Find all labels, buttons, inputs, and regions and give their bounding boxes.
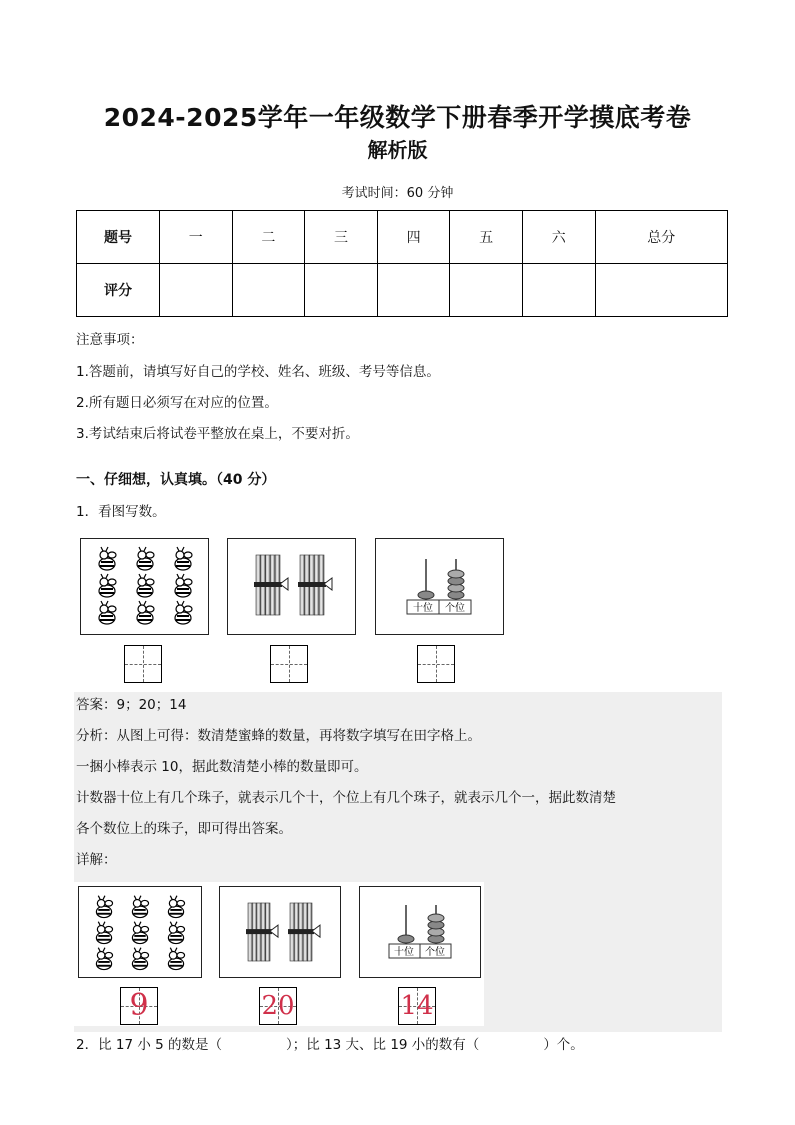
- abacus-tens-label: 十位: [413, 603, 433, 614]
- answer-grid-box[interactable]: [124, 645, 162, 683]
- table-cell: 五: [450, 211, 523, 264]
- bee: [99, 547, 116, 570]
- score-input-cell[interactable]: [595, 264, 727, 317]
- abacus-picture: [375, 538, 504, 635]
- bee: [137, 601, 154, 624]
- table-cell: 评分: [77, 264, 160, 317]
- abacus-icon: [376, 539, 503, 634]
- bee: [137, 547, 154, 570]
- table-row: [77, 211, 728, 264]
- note-item: 1.答题前，请填写好自己的学校、姓名、班级、考号等信息。: [76, 364, 440, 380]
- detail-label: 详解：: [76, 852, 117, 868]
- answer-grid-box[interactable]: [417, 645, 455, 683]
- table-cell: 三: [305, 211, 378, 264]
- bee: [137, 574, 154, 597]
- bee: [96, 922, 112, 944]
- filled-answer-box: [120, 987, 158, 1025]
- bee: [99, 574, 116, 597]
- q2-part3: ）个。: [543, 1037, 584, 1053]
- answer-text: 答案：9；20；14: [76, 697, 187, 713]
- bee: [175, 547, 192, 570]
- analysis-line: 一捆小棒表示 10，据此数清楚小棒的数量即可。: [76, 759, 368, 775]
- bee: [168, 896, 184, 918]
- bee: [168, 922, 184, 944]
- bee: [175, 601, 192, 624]
- score-input-cell[interactable]: [377, 264, 450, 317]
- q2-part2: ）；比 13 大、比 19 小的数有（: [286, 1037, 480, 1053]
- bee-picture: [80, 538, 209, 635]
- notes-heading: 注意事项：: [76, 332, 144, 348]
- note-item: 3.考试结束后将试卷平整放在桌上，不要对折。: [76, 426, 359, 442]
- note-item: 2.所有题日必须写在对应的位置。: [76, 395, 278, 411]
- score-input-cell[interactable]: [522, 264, 595, 317]
- bee: [132, 896, 148, 918]
- bee: [96, 948, 112, 970]
- stick-picture: [227, 538, 356, 635]
- bee: [168, 948, 184, 970]
- q2-part1: 2．比 17 小 5 的数是（: [76, 1037, 223, 1053]
- bee-icon: [79, 887, 201, 977]
- abacus-ones-label: 个位: [425, 947, 445, 958]
- stick-bundle: [246, 903, 278, 961]
- bee: [99, 601, 116, 624]
- abacus-icon: [360, 887, 480, 977]
- abacus-tens-label: 十位: [394, 947, 414, 958]
- analysis-line: 分析：从图上可得：数清楚蜜蜂的数量，再将数字填写在田字格上。: [76, 728, 481, 744]
- filled-answer: 9: [129, 988, 149, 1023]
- filled-answer-box: [259, 987, 297, 1025]
- score-input-cell[interactable]: [305, 264, 378, 317]
- stick-bundle: [288, 903, 320, 961]
- question-2: [76, 1035, 584, 1055]
- stick-bundle-icon: [220, 887, 340, 977]
- analysis-line: 各个数位上的珠子，即可得出答案。: [76, 821, 292, 837]
- abacus-picture: [359, 886, 481, 978]
- table-cell: 题号: [77, 211, 160, 264]
- bee: [132, 922, 148, 944]
- stick-bundle: [298, 555, 332, 615]
- bee-icon: [81, 539, 208, 634]
- table-cell: 二: [232, 211, 305, 264]
- bee: [132, 948, 148, 970]
- answer-grid-box[interactable]: [270, 645, 308, 683]
- bee: [96, 896, 112, 918]
- bee: [175, 574, 192, 597]
- exam-time: 考试时间：60 分钟: [341, 186, 454, 201]
- table-cell: 四: [377, 211, 450, 264]
- page-title: 2024-2025学年一年级数学下册春季开学摸底考卷: [103, 103, 692, 132]
- score-input-cell[interactable]: [232, 264, 305, 317]
- stick-bundle: [254, 555, 288, 615]
- table-cell: 总分: [595, 211, 727, 264]
- filled-answer-box: [398, 987, 436, 1025]
- filled-answer: 14: [400, 991, 434, 1021]
- bee-picture: [78, 886, 202, 978]
- abacus-ones-label: 个位: [445, 603, 465, 614]
- analysis-line: 计数器十位上有几个珠子，就表示几个十，个位上有几个珠子，就表示几个一，据此数清楚: [76, 790, 616, 806]
- score-input-cell[interactable]: [450, 264, 523, 317]
- score-table: [76, 210, 728, 317]
- filled-answer: 20: [261, 991, 295, 1021]
- score-input-cell[interactable]: [160, 264, 233, 317]
- page-subtitle: 解析版: [367, 138, 428, 162]
- question-prompt: 1．看图写数。: [76, 504, 166, 520]
- table-cell: 一: [160, 211, 233, 264]
- stick-bundle-icon: [228, 539, 355, 634]
- table-cell: 六: [522, 211, 595, 264]
- table-row: [77, 264, 728, 317]
- section-heading: 一、仔细想，认真填。（40 分）: [76, 472, 276, 488]
- stick-picture: [219, 886, 341, 978]
